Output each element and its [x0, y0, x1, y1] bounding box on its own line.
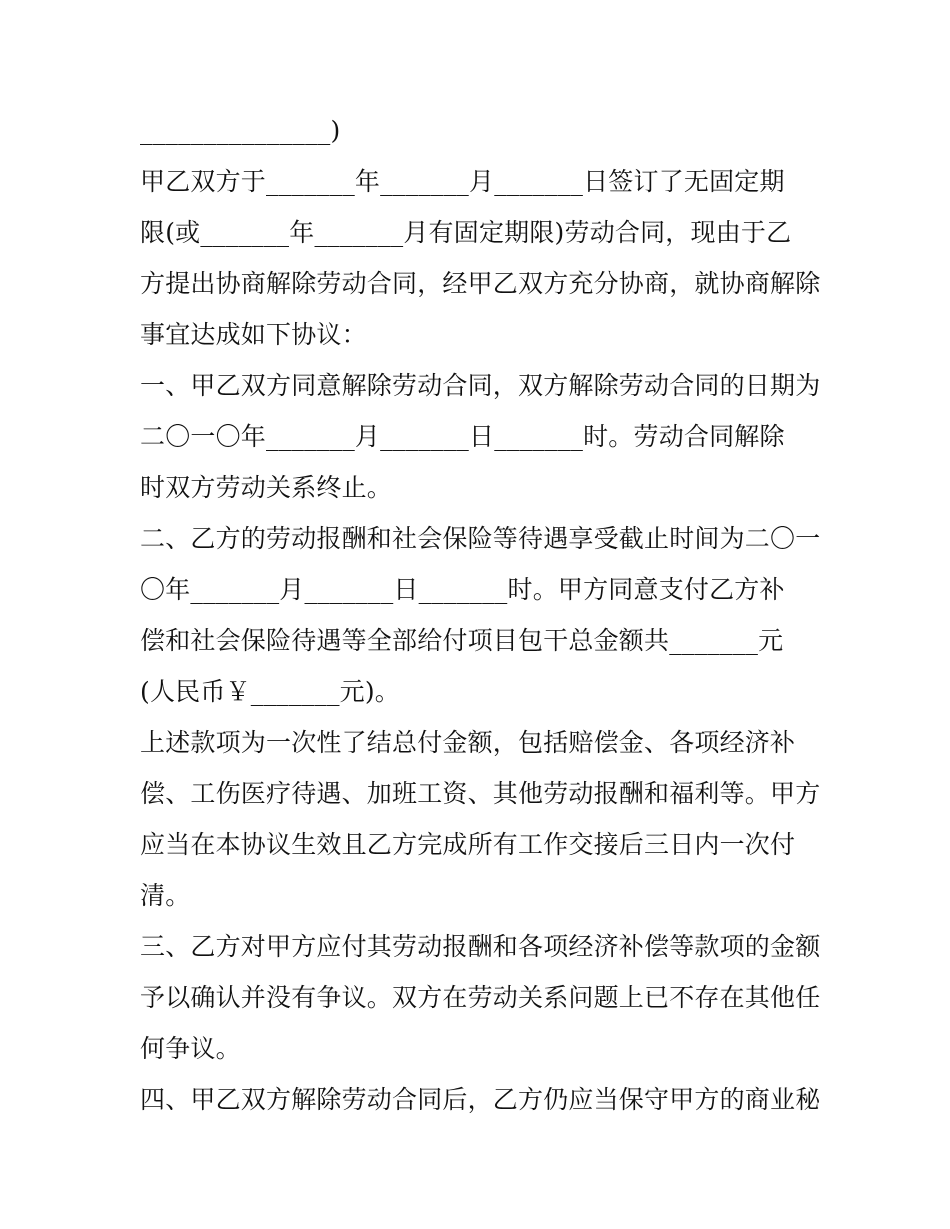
text-line: 〇年_______月_______日_______时。甲方同意支付乙方补 — [140, 575, 785, 604]
text-line: 一、甲乙双方同意解除劳动合同，双方解除劳动合同的日期为 — [140, 371, 821, 400]
text-line: 予以确认并没有争议。双方在劳动关系问题上已不存在其他任 — [140, 983, 821, 1012]
text-line: 限(或_______年_______月有固定期限)劳动合同，现由于乙 — [140, 218, 792, 247]
document-body — [140, 105, 820, 1125]
text-line: 三、乙方对甲方应付其劳动报酬和各项经济补偿等款项的金额 — [140, 932, 821, 961]
text-line: 何争议。 — [140, 1034, 241, 1063]
text-line: 应当在本协议生效且乙方完成所有工作交接后三日内一次付 — [140, 830, 796, 859]
text-line: 偿、工伤医疗待遇、加班工资、其他劳动报酬和福利等。甲方 — [140, 779, 821, 808]
text-line: 偿和社会保险待遇等全部给付项目包干总金额共_______元 — [140, 626, 784, 655]
text-line: 二〇一〇年_______月_______日_______时。劳动合同解除 — [140, 422, 785, 451]
text-line: (人民币￥_______元)。 — [140, 677, 401, 706]
text-line: 清。 — [140, 881, 191, 910]
text-line: 上述款项为一次性了结总付金额，包括赔偿金、各项经济补 — [140, 728, 796, 757]
text-line: 方提出协商解除劳动合同，经甲乙双方充分协商，就协商解除 — [140, 269, 821, 298]
text-line: 甲乙双方于_______年_______月_______日签订了无固定期 — [140, 167, 785, 196]
text-line: 时双方劳动关系终止。 — [140, 473, 393, 502]
text-line: 二、乙方的劳动报酬和社会保险等待遇享受截止时间为二〇一 — [140, 524, 821, 553]
text-line: 事宜达成如下协议： — [140, 320, 367, 349]
text-line: _______________) — [140, 116, 341, 145]
text-line: 四、甲乙双方解除劳动合同后，乙方仍应当保守甲方的商业秘 — [140, 1085, 821, 1114]
